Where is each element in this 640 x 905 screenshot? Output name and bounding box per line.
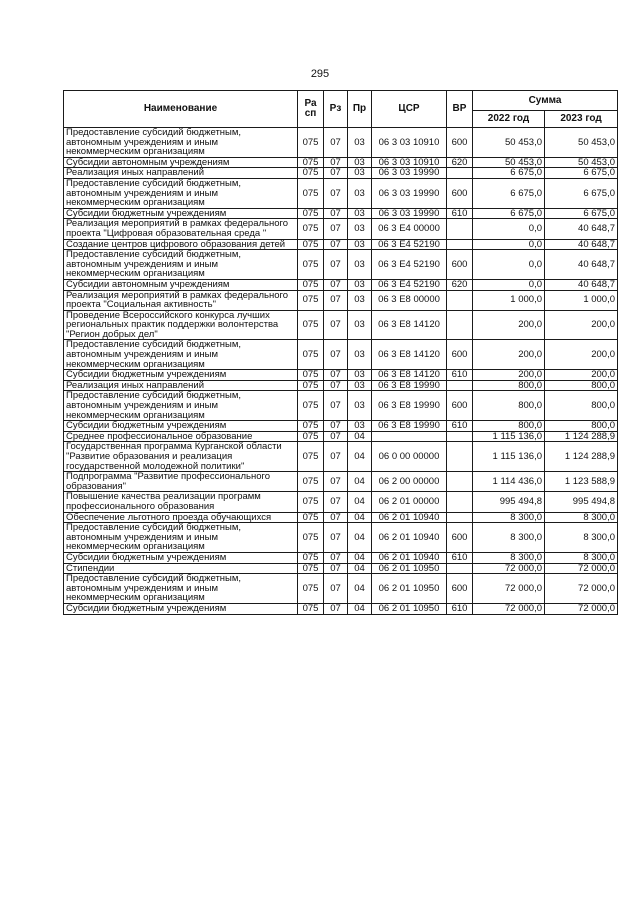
row-rz: 07 [324, 250, 348, 280]
row-name: Субсидии бюджетным учреждениям [64, 208, 298, 219]
row-amount-2023: 800,0 [545, 391, 618, 421]
row-name: Подпрограмма "Развитие профессионального образования" [64, 472, 298, 492]
row-amount-2022: 72 000,0 [473, 563, 545, 574]
row-csr: 06 2 01 10940 [372, 552, 447, 563]
row-rasp: 075 [298, 239, 324, 250]
row-csr: 06 3 E8 19990 [372, 421, 447, 432]
row-pr: 03 [348, 239, 372, 250]
row-csr: 06 2 00 00000 [372, 472, 447, 492]
row-vr [447, 290, 473, 310]
row-name: Стипендии [64, 563, 298, 574]
row-rz: 07 [324, 552, 348, 563]
row-vr: 600 [447, 340, 473, 370]
row-amount-2022: 0,0 [473, 279, 545, 290]
row-pr: 03 [348, 279, 372, 290]
row-csr: 06 3 03 19990 [372, 178, 447, 208]
row-rasp: 075 [298, 472, 324, 492]
row-pr: 03 [348, 219, 372, 239]
row-vr: 620 [447, 157, 473, 168]
row-csr: 06 3 03 10910 [372, 157, 447, 168]
row-amount-2023: 800,0 [545, 421, 618, 432]
row-amount-2023: 200,0 [545, 340, 618, 370]
row-rasp: 075 [298, 310, 324, 340]
row-rasp: 075 [298, 442, 324, 472]
row-csr [372, 431, 447, 442]
row-csr: 06 3 E8 19990 [372, 391, 447, 421]
row-pr: 04 [348, 523, 372, 553]
row-rasp: 075 [298, 208, 324, 219]
row-pr: 03 [348, 370, 372, 381]
row-amount-2022: 800,0 [473, 421, 545, 432]
table-row [64, 603, 618, 614]
row-vr: 600 [447, 250, 473, 280]
row-amount-2022: 995 494,8 [473, 492, 545, 512]
row-vr: 600 [447, 391, 473, 421]
row-amount-2023: 40 648,7 [545, 219, 618, 239]
row-rz: 07 [324, 370, 348, 381]
row-name: Реализация мероприятий в рамках федерального проекта "Социальная активность" [64, 290, 298, 310]
row-amount-2022: 6 675,0 [473, 168, 545, 179]
row-vr: 600 [447, 178, 473, 208]
page-number: 295 [310, 68, 330, 80]
budget-table [63, 90, 618, 615]
row-name: Среднее профессиональное образование [64, 431, 298, 442]
row-csr: 06 3 E8 14120 [372, 310, 447, 340]
row-csr: 06 3 E4 52190 [372, 250, 447, 280]
row-vr: 600 [447, 574, 473, 604]
row-rz: 07 [324, 574, 348, 604]
row-amount-2023: 1 123 588,9 [545, 472, 618, 492]
table-row [64, 128, 618, 158]
row-rz: 07 [324, 492, 348, 512]
row-csr: 06 3 03 19990 [372, 168, 447, 179]
row-rasp: 075 [298, 492, 324, 512]
row-rz: 07 [324, 442, 348, 472]
row-amount-2022: 200,0 [473, 310, 545, 340]
table-row [64, 310, 618, 340]
row-rz: 07 [324, 472, 348, 492]
table-row [64, 492, 618, 512]
row-amount-2022: 8 300,0 [473, 552, 545, 563]
row-rz: 07 [324, 290, 348, 310]
row-rz: 07 [324, 157, 348, 168]
row-amount-2022: 8 300,0 [473, 512, 545, 523]
row-csr: 06 3 E4 00000 [372, 219, 447, 239]
row-pr: 03 [348, 391, 372, 421]
table-row [64, 208, 618, 219]
row-vr: 620 [447, 279, 473, 290]
row-vr [447, 512, 473, 523]
row-csr: 06 2 01 10940 [372, 512, 447, 523]
row-rasp: 075 [298, 128, 324, 158]
row-amount-2023: 995 494,8 [545, 492, 618, 512]
row-amount-2023: 200,0 [545, 370, 618, 381]
row-rz: 07 [324, 512, 348, 523]
row-csr: 06 3 03 19990 [372, 208, 447, 219]
row-amount-2022: 200,0 [473, 370, 545, 381]
row-pr: 03 [348, 208, 372, 219]
table-row [64, 380, 618, 391]
row-csr: 06 3 E4 52190 [372, 279, 447, 290]
row-csr: 06 3 E8 00000 [372, 290, 447, 310]
row-rz: 07 [324, 128, 348, 158]
table-row [64, 442, 618, 472]
row-name: Субсидии бюджетным учреждениям [64, 421, 298, 432]
row-amount-2022: 0,0 [473, 250, 545, 280]
row-rz: 07 [324, 563, 348, 574]
row-amount-2022: 0,0 [473, 219, 545, 239]
table-row [64, 391, 618, 421]
row-name: Субсидии автономным учреждениям [64, 279, 298, 290]
row-pr: 04 [348, 574, 372, 604]
row-csr: 06 3 E8 14120 [372, 370, 447, 381]
table-row [64, 421, 618, 432]
row-rasp: 075 [298, 250, 324, 280]
table-row [64, 472, 618, 492]
row-rasp: 075 [298, 340, 324, 370]
row-rz: 07 [324, 340, 348, 370]
row-rasp: 075 [298, 168, 324, 179]
row-pr: 03 [348, 380, 372, 391]
row-rasp: 075 [298, 563, 324, 574]
row-amount-2023: 1 124 288,9 [545, 431, 618, 442]
row-rasp: 075 [298, 380, 324, 391]
table-body [64, 128, 618, 615]
row-name: Предоставление субсидий бюджетным, автономным учреждениям и иным некоммерческим организациям [64, 574, 298, 604]
row-vr [447, 442, 473, 472]
row-pr: 03 [348, 128, 372, 158]
row-amount-2022: 1 114 436,0 [473, 472, 545, 492]
row-rasp: 075 [298, 219, 324, 239]
row-amount-2022: 1 000,0 [473, 290, 545, 310]
row-vr: 610 [447, 552, 473, 563]
row-rasp: 075 [298, 523, 324, 553]
row-amount-2022: 200,0 [473, 340, 545, 370]
row-vr: 610 [447, 421, 473, 432]
row-amount-2023: 72 000,0 [545, 563, 618, 574]
row-rasp: 075 [298, 512, 324, 523]
row-amount-2023: 72 000,0 [545, 574, 618, 604]
row-name: Повышение качества реализации программ профессионального образования [64, 492, 298, 512]
row-rasp: 075 [298, 421, 324, 432]
row-pr: 04 [348, 492, 372, 512]
row-rasp: 075 [298, 157, 324, 168]
row-name: Проведение Всероссийского конкурса лучших региональных практик поддержки волонтерства "Регион добрых дел" [64, 310, 298, 340]
row-rz: 07 [324, 239, 348, 250]
row-rz: 07 [324, 431, 348, 442]
row-csr: 06 2 01 10950 [372, 574, 447, 604]
header-year-2023: 2023 год [545, 111, 618, 128]
row-pr: 04 [348, 563, 372, 574]
row-name: Субсидии бюджетным учреждениям [64, 603, 298, 614]
row-name: Обеспечение льготного проезда обучающихся [64, 512, 298, 523]
row-amount-2022: 50 453,0 [473, 157, 545, 168]
row-name: Государственная программа Курганской области "Развитие образования и реализация государственной молодежной политики" [64, 442, 298, 472]
row-csr: 06 3 E4 52190 [372, 239, 447, 250]
row-csr: 06 3 E8 14120 [372, 340, 447, 370]
row-rasp: 075 [298, 574, 324, 604]
row-pr: 03 [348, 157, 372, 168]
row-csr: 06 0 00 00000 [372, 442, 447, 472]
row-amount-2023: 1 000,0 [545, 290, 618, 310]
row-rasp: 075 [298, 391, 324, 421]
row-amount-2023: 40 648,7 [545, 239, 618, 250]
table-row [64, 340, 618, 370]
row-name: Предоставление субсидий бюджетным, автономным учреждениям и иным некоммерческим организациям [64, 523, 298, 553]
row-csr: 06 3 E8 19990 [372, 380, 447, 391]
row-csr: 06 3 03 10910 [372, 128, 447, 158]
row-vr [447, 310, 473, 340]
row-rz: 07 [324, 380, 348, 391]
row-rasp: 075 [298, 431, 324, 442]
row-rz: 07 [324, 219, 348, 239]
row-amount-2023: 72 000,0 [545, 603, 618, 614]
row-pr: 03 [348, 168, 372, 179]
header-vr: ВР [447, 91, 473, 128]
row-csr: 06 2 01 00000 [372, 492, 447, 512]
row-csr: 06 2 01 10950 [372, 603, 447, 614]
row-pr: 04 [348, 431, 372, 442]
row-pr: 03 [348, 250, 372, 280]
table-row [64, 250, 618, 280]
row-rz: 07 [324, 208, 348, 219]
header-csr: ЦСР [372, 91, 447, 128]
row-pr: 03 [348, 340, 372, 370]
table-row [64, 239, 618, 250]
row-amount-2023: 200,0 [545, 310, 618, 340]
row-pr: 04 [348, 442, 372, 472]
row-amount-2022: 72 000,0 [473, 603, 545, 614]
row-name: Субсидии автономным учреждениям [64, 157, 298, 168]
row-name: Реализация иных направлений [64, 168, 298, 179]
row-vr: 610 [447, 370, 473, 381]
row-rasp: 075 [298, 370, 324, 381]
row-vr [447, 472, 473, 492]
row-csr: 06 2 01 10950 [372, 563, 447, 574]
row-pr: 04 [348, 552, 372, 563]
table-row [64, 512, 618, 523]
row-vr [447, 168, 473, 179]
row-rasp: 075 [298, 603, 324, 614]
row-amount-2023: 6 675,0 [545, 178, 618, 208]
row-name: Реализация мероприятий в рамках федерального проекта "Цифровая образовательная среда " [64, 219, 298, 239]
row-rasp: 075 [298, 178, 324, 208]
table-row [64, 279, 618, 290]
row-rasp: 075 [298, 279, 324, 290]
table-row [64, 552, 618, 563]
row-rz: 07 [324, 310, 348, 340]
row-rz: 07 [324, 279, 348, 290]
row-amount-2023: 6 675,0 [545, 208, 618, 219]
row-name: Предоставление субсидий бюджетным, автономным учреждениям и иным некоммерческим организациям [64, 391, 298, 421]
row-vr [447, 492, 473, 512]
row-pr: 03 [348, 178, 372, 208]
row-name: Предоставление субсидий бюджетным, автономным учреждениям и иным некоммерческим организациям [64, 178, 298, 208]
table-header-row [64, 91, 618, 111]
row-vr: 600 [447, 128, 473, 158]
header-rasp: Ра сп [298, 91, 324, 128]
row-vr: 600 [447, 523, 473, 553]
row-name: Субсидии бюджетным учреждениям [64, 552, 298, 563]
row-pr: 03 [348, 421, 372, 432]
table-row [64, 563, 618, 574]
row-csr: 06 2 01 10940 [372, 523, 447, 553]
table-row [64, 523, 618, 553]
row-rz: 07 [324, 523, 348, 553]
row-pr: 04 [348, 603, 372, 614]
row-name: Субсидии бюджетным учреждениям [64, 370, 298, 381]
row-vr: 610 [447, 603, 473, 614]
row-vr [447, 431, 473, 442]
row-vr [447, 219, 473, 239]
row-name: Создание центров цифрового образования детей [64, 239, 298, 250]
row-rz: 07 [324, 421, 348, 432]
row-amount-2022: 800,0 [473, 380, 545, 391]
table-row [64, 168, 618, 179]
row-amount-2022: 8 300,0 [473, 523, 545, 553]
header-pr: Пр [348, 91, 372, 128]
row-amount-2023: 8 300,0 [545, 552, 618, 563]
row-vr [447, 239, 473, 250]
row-vr: 610 [447, 208, 473, 219]
row-rz: 07 [324, 178, 348, 208]
row-rz: 07 [324, 168, 348, 179]
row-pr: 04 [348, 472, 372, 492]
row-pr: 03 [348, 290, 372, 310]
row-amount-2023: 8 300,0 [545, 512, 618, 523]
row-amount-2023: 50 453,0 [545, 128, 618, 158]
table-row [64, 219, 618, 239]
row-pr: 03 [348, 310, 372, 340]
row-amount-2023: 6 675,0 [545, 168, 618, 179]
row-rz: 07 [324, 603, 348, 614]
row-amount-2022: 800,0 [473, 391, 545, 421]
header-year-2022: 2022 год [473, 111, 545, 128]
row-vr [447, 380, 473, 391]
header-rz: Рз [324, 91, 348, 128]
row-name: Реализация иных направлений [64, 380, 298, 391]
table-row [64, 290, 618, 310]
row-amount-2023: 50 453,0 [545, 157, 618, 168]
row-amount-2022: 1 115 136,0 [473, 431, 545, 442]
row-rz: 07 [324, 391, 348, 421]
table-row [64, 431, 618, 442]
row-amount-2022: 50 453,0 [473, 128, 545, 158]
row-amount-2022: 6 675,0 [473, 178, 545, 208]
row-rasp: 075 [298, 552, 324, 563]
row-amount-2023: 40 648,7 [545, 279, 618, 290]
row-amount-2022: 0,0 [473, 239, 545, 250]
row-rasp: 075 [298, 290, 324, 310]
row-name: Предоставление субсидий бюджетным, автономным учреждениям и иным некоммерческим организациям [64, 128, 298, 158]
row-vr [447, 563, 473, 574]
row-amount-2023: 40 648,7 [545, 250, 618, 280]
header-summa: Сумма [473, 91, 618, 111]
table-row [64, 178, 618, 208]
table-row [64, 370, 618, 381]
row-name: Предоставление субсидий бюджетным, автономным учреждениям и иным некоммерческим организациям [64, 340, 298, 370]
row-amount-2023: 800,0 [545, 380, 618, 391]
row-pr: 04 [348, 512, 372, 523]
table-row [64, 574, 618, 604]
table-row [64, 157, 618, 168]
row-amount-2023: 1 124 288,9 [545, 442, 618, 472]
row-amount-2022: 1 115 136,0 [473, 442, 545, 472]
row-amount-2022: 72 000,0 [473, 574, 545, 604]
row-amount-2022: 6 675,0 [473, 208, 545, 219]
row-name: Предоставление субсидий бюджетным, автономным учреждениям и иным некоммерческим организациям [64, 250, 298, 280]
row-amount-2023: 8 300,0 [545, 523, 618, 553]
header-name: Наименование [64, 91, 298, 128]
